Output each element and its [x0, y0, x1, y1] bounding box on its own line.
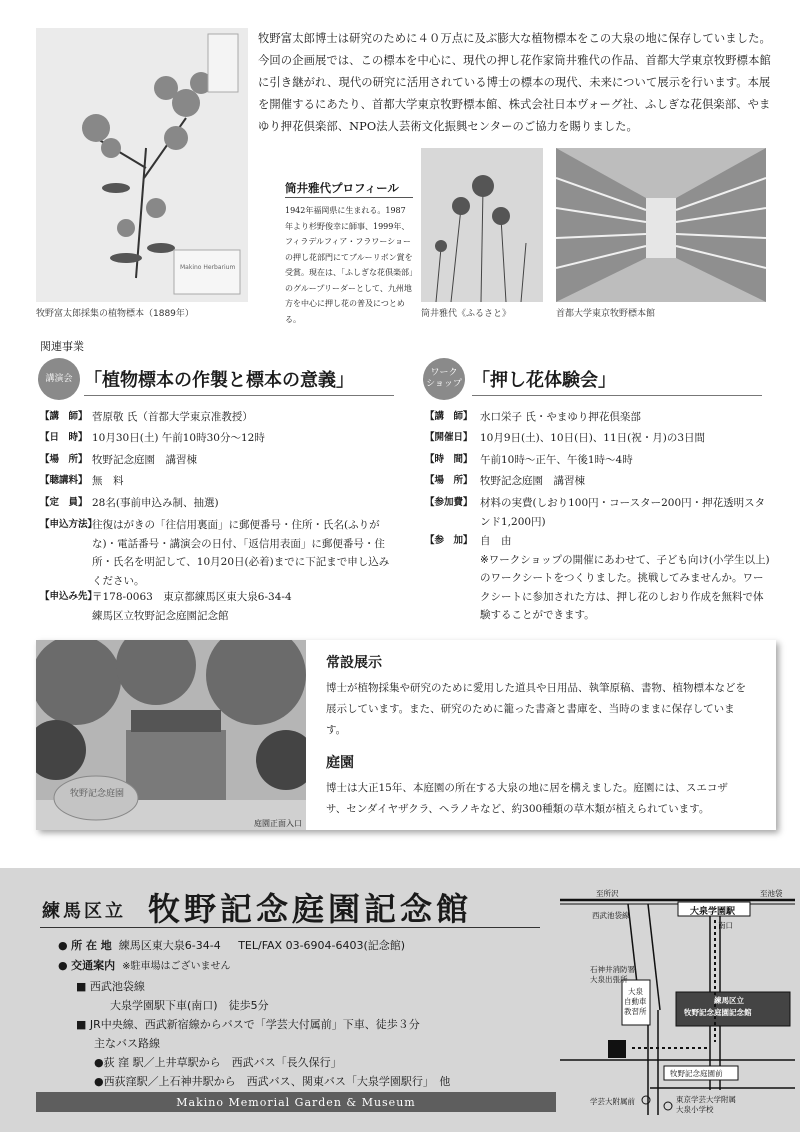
lecture-badge [38, 358, 80, 400]
lecture-value: 28名(事前申込み制、抽選) [92, 497, 219, 509]
lecture-key: 【日 時】 [40, 432, 88, 443]
bus-route-1: ●荻 窪 駅／上井草駅から 西武バス「長久保行」 [94, 1056, 342, 1069]
museum-name: 牧野記念庭園記念館 [148, 890, 473, 928]
workshop-key: 【講 師】 [425, 411, 473, 422]
map-bus-stop: 牧野記念庭園前 [670, 1069, 723, 1078]
workshop-value: 午前10時～正午、午後1時～4時 [480, 454, 633, 466]
workshop-key: 【時 間】 [425, 454, 473, 465]
map-seibu-line: 西武池袋線 [592, 911, 630, 920]
bus-route-2: ●西荻窪駅／上石神井駅から 西武バス、関東バス「大泉学園駅行」 他 [94, 1075, 451, 1088]
workshop-badge-text-1: ワーク [430, 368, 458, 378]
map-school-a: 東京学芸大学附属 [676, 1095, 736, 1104]
garden-title: 庭園 [326, 755, 354, 771]
garden-gate-illustration [36, 640, 306, 830]
workshop-title: 「押し花体験会」 [472, 370, 616, 391]
lecture-key: 【申込方法】 [40, 519, 98, 530]
tel-fax: TEL/FAX 03-6904-6403(記念館) [238, 939, 406, 952]
profile-body: 1942年福岡県に生まれる。1987年より杉野俊幸に師事、1999年、フィラデルフィア・フラワーショーの押し花部門にてブルーリボン賞を受賞。現在は、「ふしぎな花倶楽部」のグループリーダーとして、九州地方を中心に押し花の普及につとめる。 [285, 206, 413, 324]
workshop-key: 【参 加】 [425, 535, 473, 546]
map-to-tokorozawa: 至所沢 [596, 889, 619, 898]
map-driving-school-2: 自動車 [624, 997, 647, 1006]
access-line [58, 957, 231, 973]
museum-title-rule [40, 927, 540, 928]
map-branch-office: 大泉出張所 [590, 975, 628, 984]
address-label: 所 在 地 [71, 939, 112, 952]
profile-title: 筒井雅代プロフィール [285, 181, 399, 195]
map-museum-2: 牧野記念庭園記念館 [684, 1008, 752, 1017]
bus-routes-heading: 主なバス路線 [94, 1037, 160, 1050]
gate-stone-text: 牧野記念庭園 [70, 789, 125, 799]
related-events-label: 関連事業 [40, 340, 84, 353]
permanent-title: 常設展示 [326, 655, 382, 671]
profile-divider [285, 197, 413, 198]
lecture-row [40, 408, 390, 427]
map-gakugei-stop: 学芸大附属前 [590, 1097, 635, 1106]
workshop-row [425, 408, 770, 427]
access-label: 交通案内 [71, 959, 116, 972]
access-map [560, 880, 795, 1115]
map-station: 大泉学園駅 [690, 907, 736, 917]
gate-caption: 庭園正面入口 [254, 819, 302, 828]
lecture-row [40, 588, 390, 626]
lecture-key: 【場 所】 [40, 454, 88, 465]
lecture-key: 【講 師】 [40, 411, 88, 422]
lecture-value: 10月30日(土) 午前10時30分～12時 [92, 432, 265, 444]
workshop-value: 材料の実費(しおり100円・コースター200円・押花透明スタンド1,200円) [480, 497, 766, 528]
parking-note: ※駐車場はございません [122, 961, 231, 972]
bullet-icon: ● [58, 939, 68, 952]
specimen-photo [36, 28, 248, 302]
herbarium-caption: 首都大学東京牧野標本館 [556, 309, 656, 319]
lecture-row [40, 429, 390, 448]
workshop-row [425, 494, 770, 532]
tsutsui-artwork-photo [421, 148, 543, 302]
lecture-value: 往復はがきの「往信用裏面」に郵便番号・住所・氏名(ふりがな)・電話番号・講演会の日付、「返信用表面」に郵便番号・住所・氏名を明記して、10月20日(必着)までに下記まで申し込みください。 [92, 519, 390, 587]
lecture-key: 【定 員】 [40, 497, 88, 508]
lecture-value: 菅原敬 氏（首都大学東京准教授） [92, 411, 253, 423]
lecture-value: 〒178-0063 東京都練馬区東大泉6-34-4 練馬区立牧野記念庭園記念館 [92, 591, 292, 622]
lecture-key: 【申込み先】 [40, 591, 98, 602]
english-name-bar: Makino Memorial Garden & Museum [36, 1092, 556, 1112]
workshop-row [425, 429, 770, 448]
workshop-badge [423, 358, 465, 400]
lecture-badge-text: 講演会 [45, 373, 73, 384]
lecture-title-rule [84, 395, 394, 396]
map-driving-school-3: 教習所 [624, 1007, 647, 1016]
tsutsui-caption: 筒井雅代《ふるさと》 [421, 309, 512, 319]
workshop-key: 【場 所】 [425, 475, 473, 486]
garden-gate-photo [36, 640, 306, 830]
lecture-row [40, 451, 390, 470]
workshop-value: 自 由 ※ワークショップの開催にあわせて、子ども向け(小学生以上)のワークシートをつくりました。挑戦してみませんか。ワークシートに参加された方は、押し花のしおり作成を無料で体験することができます。 [480, 535, 770, 621]
lecture-value: 牧野記念庭園 講習棟 [92, 454, 197, 466]
lecture-row [40, 494, 390, 513]
permanent-body: 博士が植物採集や研究のために愛用した道具や日用品、執筆原稿、書物、植物標本などを展示しています。また、研究のために籠った書斎と書庫を、当時のままに保存しています。 [326, 682, 746, 736]
map-school-b: 大泉小学校 [676, 1105, 714, 1114]
lecture-row [40, 516, 390, 592]
lecture-row [40, 472, 390, 491]
garden-body: 博士は大正15年、本庭園の所在する大泉の地に居を構えました。庭園には、スエコザサ、センダイヤザクラ、ヘラノキなど、約300種類の草木類が植えられています。 [326, 782, 728, 815]
herbarium-photo [556, 148, 766, 302]
route-seibu-detail: 大泉学園駅下車(南口) 徒歩5分 [110, 999, 269, 1012]
pressed-flower-illustration [421, 148, 543, 302]
intro-text: 牧野富太郎博士は研究のために４０万点に及ぶ膨大な植物標本をこの大泉の地に保存していました。今回の企画展では、この標本を中心に、現代の押し花作家筒井雅代の作品、首都大学東京牧野標本館に引き継がれ、現代の研究に活用されている博士の標本の現代、未来について展示を行います。本展を開催するにあたり、首都大学東京牧野標本館、株式会社日本ヴォーグ社、ふしぎな花倶楽部、やまゆり押花倶楽部、NPO法人芸術文化振興センターのご協力を賜りました。 [258, 32, 771, 133]
specimen-label: Makino Herbarium [180, 264, 236, 271]
museum-org: 練馬区立 [42, 901, 126, 922]
workshop-badge-text-2: ショップ [426, 379, 462, 389]
specimen-illustration [36, 28, 248, 302]
workshop-row [425, 451, 770, 470]
permanent-exhibit-box [36, 640, 776, 830]
map-to-ikebukuro: 至池袋 [760, 889, 783, 898]
workshop-row [425, 532, 770, 627]
workshop-value: 10月9日(土)、10日(日)、11日(祝・月)の3日間 [480, 432, 706, 444]
specimen-caption: 牧野富太郎採集の植物標本（1889年） [36, 309, 194, 319]
map-museum-1: 練馬区立 [714, 996, 744, 1005]
map-driving-school-1: 大泉 [628, 987, 643, 996]
workshop-value: 牧野記念庭園 講習棟 [480, 475, 585, 487]
workshop-title-rule [472, 395, 762, 396]
route-seibu: ■ 西武池袋線 [76, 980, 145, 993]
lecture-value: 無 料 [92, 475, 124, 487]
workshop-key: 【開催日】 [425, 432, 473, 443]
map-south-exit: 南口 [718, 921, 733, 930]
lecture-key: 【聴講料】 [40, 475, 88, 486]
workshop-key: 【参加費】 [425, 497, 473, 508]
lecture-title: 「植物標本の作製と標本の意義」 [84, 370, 354, 391]
address-line [58, 937, 405, 953]
map-fire-station: 石神井消防署 [590, 965, 635, 974]
herbarium-shelves-illustration [556, 148, 766, 302]
bullet-icon: ● [58, 959, 68, 972]
address-value: 練馬区東大泉6-34-4 [118, 939, 221, 952]
workshop-value: 水口栄子 氏・やまゆり押花倶楽部 [480, 411, 641, 423]
route-jr: ■ JR中央線、西武新宿線からバスで「学芸大付属前」下車、徒歩３分 [76, 1018, 420, 1031]
workshop-row [425, 472, 770, 491]
